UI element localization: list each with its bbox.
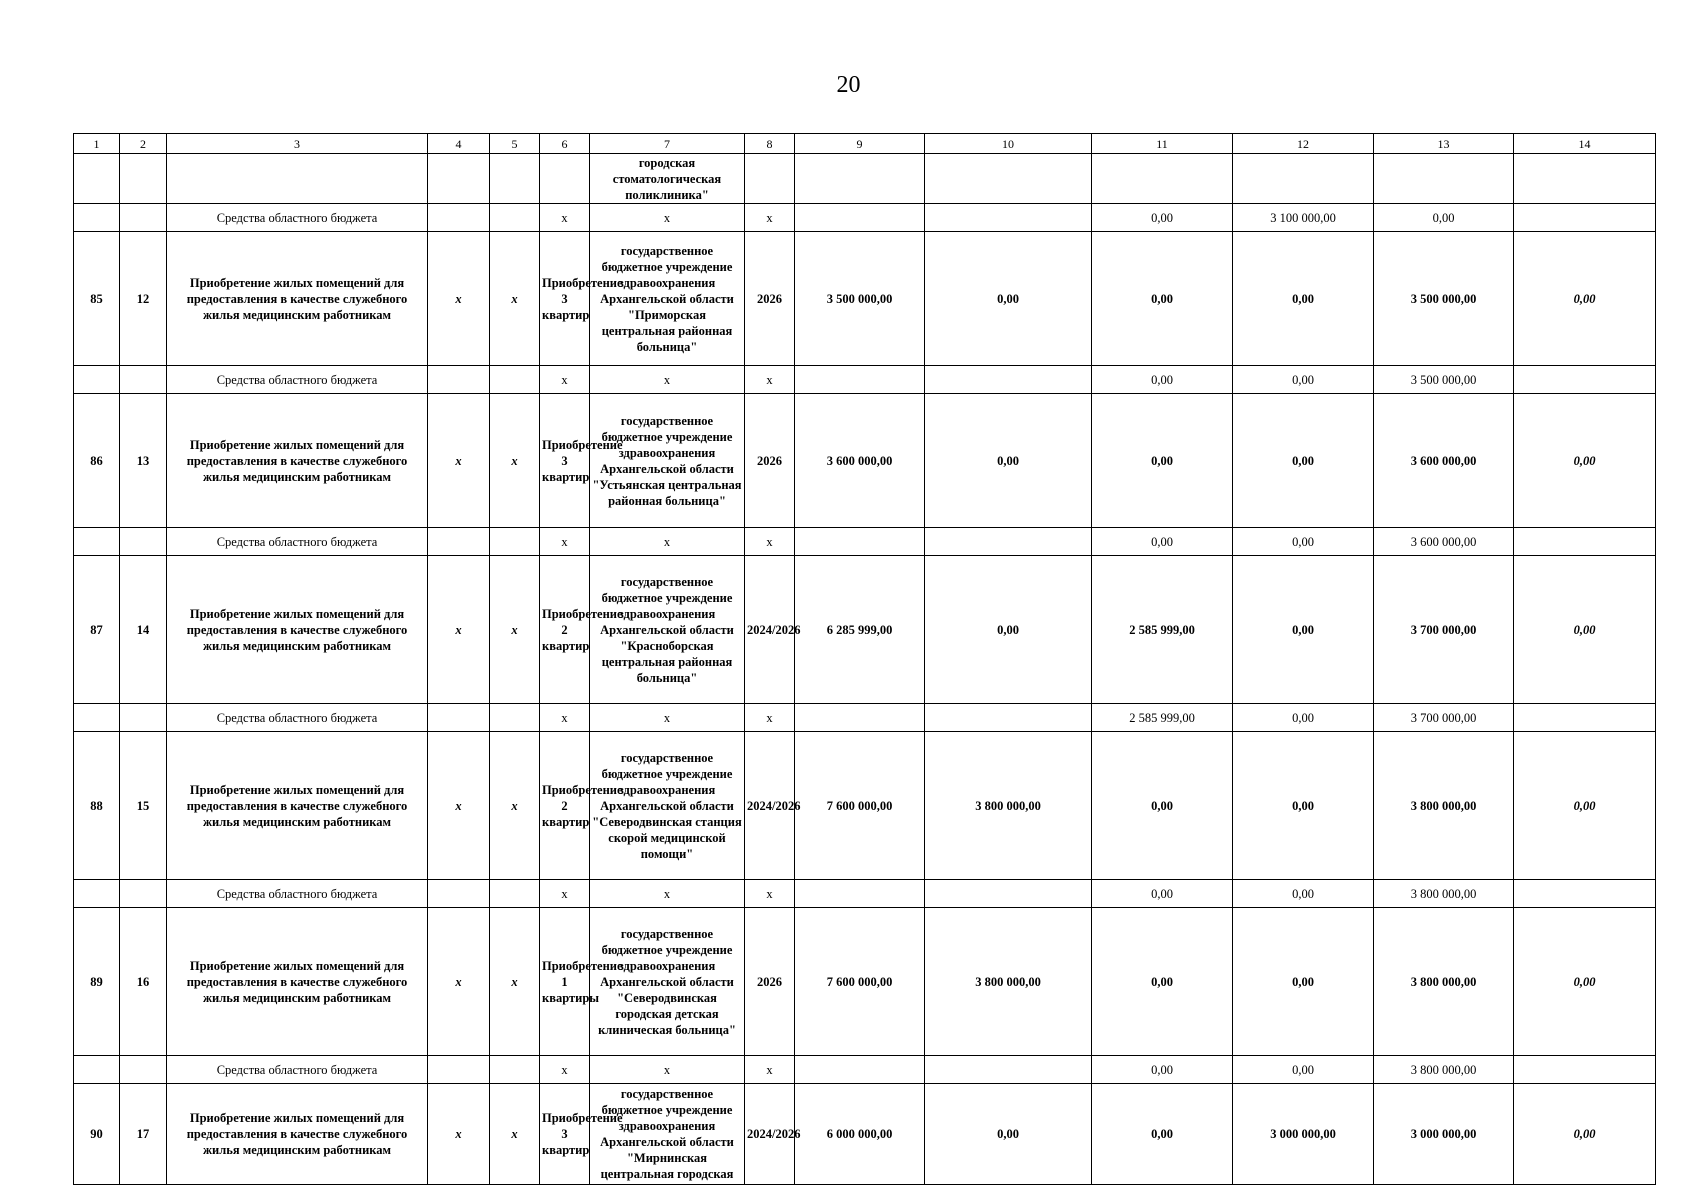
- x-mark: х: [428, 1084, 490, 1185]
- capacity-cell: Приобретение 1 квартиры: [540, 908, 590, 1056]
- x-mark: х: [540, 204, 590, 232]
- period-cell: 2026: [745, 908, 795, 1056]
- project-row: [74, 394, 1656, 528]
- amount-cell: 3 000 000,00: [1233, 1084, 1374, 1185]
- amount-cell: 3 600 000,00: [1374, 394, 1514, 528]
- amount-cell: 3 800 000,00: [925, 908, 1092, 1056]
- amount-cell: 2 585 999,00: [1092, 556, 1233, 704]
- amount-cell: 0,00: [1233, 908, 1374, 1056]
- amount-cell: 3 800 000,00: [925, 732, 1092, 880]
- column-number: 14: [1514, 134, 1656, 154]
- organization-cell: государственное бюджетное учреждение здравоохранения Архангельской области "Устьянская центральная районная больница": [590, 394, 745, 528]
- capacity-cell: Приобретение 3 квартир: [540, 1084, 590, 1185]
- amount-cell: 0,00: [1233, 732, 1374, 880]
- amount-cell: 0,00: [1233, 880, 1374, 908]
- amount-cell: 0,00: [1092, 1084, 1233, 1185]
- x-mark: х: [540, 1056, 590, 1084]
- fund-row: [74, 1056, 1656, 1084]
- fund-label: Средства областного бюджета: [167, 204, 428, 232]
- fund-label: Средства областного бюджета: [167, 880, 428, 908]
- amount-cell: 0,00: [1092, 880, 1233, 908]
- fund-label: Средства областного бюджета: [167, 366, 428, 394]
- amount-cell: 3 800 000,00: [1374, 880, 1514, 908]
- column-number: 4: [428, 134, 490, 154]
- project-row: [74, 556, 1656, 704]
- capacity-cell: Приобретение 3 квартир: [540, 394, 590, 528]
- amount-cell: 3 800 000,00: [1374, 732, 1514, 880]
- page-number: 20: [836, 72, 861, 98]
- row-number: 86: [74, 394, 120, 528]
- x-mark: х: [540, 528, 590, 556]
- amount-cell: 0,00: [1514, 1084, 1656, 1185]
- x-mark: х: [590, 704, 745, 732]
- x-mark: х: [428, 232, 490, 366]
- amount-cell: 3 100 000,00: [1233, 204, 1374, 232]
- x-mark: х: [490, 732, 540, 880]
- amount-cell: 0,00: [1092, 394, 1233, 528]
- column-number: 1: [74, 134, 120, 154]
- row-subnumber: 17: [120, 1084, 167, 1185]
- x-mark: х: [590, 204, 745, 232]
- fund-row: [74, 880, 1656, 908]
- period-cell: 2024/2026: [745, 556, 795, 704]
- x-mark: х: [428, 732, 490, 880]
- row-subnumber: 12: [120, 232, 167, 366]
- amount-cell: 0,00: [925, 232, 1092, 366]
- amount-cell: 0,00: [1514, 232, 1656, 366]
- fund-row: [74, 204, 1656, 232]
- amount-cell: 0,00: [1514, 908, 1656, 1056]
- project-name: Приобретение жилых помещений для предоставления в качестве служебного жилья медицинским работникам: [167, 1084, 428, 1185]
- x-mark: х: [590, 880, 745, 908]
- amount-cell: 0,00: [1233, 232, 1374, 366]
- x-mark: х: [590, 528, 745, 556]
- column-number: 7: [590, 134, 745, 154]
- row-number: 85: [74, 232, 120, 366]
- column-number: 10: [925, 134, 1092, 154]
- x-mark: х: [745, 204, 795, 232]
- column-number: 6: [540, 134, 590, 154]
- amount-cell: 0,00: [1233, 366, 1374, 394]
- project-row: [74, 908, 1656, 1056]
- fund-label: Средства областного бюджета: [167, 1056, 428, 1084]
- fund-row: [74, 528, 1656, 556]
- budget-table: [73, 133, 1656, 1185]
- project-row: [74, 1084, 1656, 1185]
- row-subnumber: 15: [120, 732, 167, 880]
- amount-cell: 0,00: [1233, 1056, 1374, 1084]
- x-mark: х: [590, 1056, 745, 1084]
- amount-cell: 3 000 000,00: [1374, 1084, 1514, 1185]
- amount-cell: 0,00: [1092, 204, 1233, 232]
- period-cell: 2024/2026: [745, 1084, 795, 1185]
- amount-cell: 3 700 000,00: [1374, 556, 1514, 704]
- project-name: Приобретение жилых помещений для предоставления в качестве служебного жилья медицинским работникам: [167, 394, 428, 528]
- amount-cell: 3 800 000,00: [1374, 1056, 1514, 1084]
- capacity-cell: Приобретение 2 квартир: [540, 556, 590, 704]
- column-number: 8: [745, 134, 795, 154]
- organization-cell: государственное бюджетное учреждение здравоохранения Архангельской области "Красноборская центральная районная больница": [590, 556, 745, 704]
- project-name: Приобретение жилых помещений для предоставления в качестве служебного жилья медицинским работникам: [167, 908, 428, 1056]
- x-mark: х: [490, 908, 540, 1056]
- amount-cell: 0,00: [1092, 908, 1233, 1056]
- amount-cell: 0,00: [925, 1084, 1092, 1185]
- row-subnumber: 14: [120, 556, 167, 704]
- x-mark: х: [745, 704, 795, 732]
- amount-cell: 0,00: [1514, 732, 1656, 880]
- organization-cell: государственное бюджетное учреждение здравоохранения Архангельской области "Приморская центральная районная больница": [590, 232, 745, 366]
- amount-cell: 6 000 000,00: [795, 1084, 925, 1185]
- x-mark: х: [490, 394, 540, 528]
- fund-label: Средства областного бюджета: [167, 528, 428, 556]
- continuation-row: [74, 154, 1656, 204]
- row-number: 88: [74, 732, 120, 880]
- amount-cell: 0,00: [1092, 366, 1233, 394]
- x-mark: х: [428, 394, 490, 528]
- amount-cell: 0,00: [1233, 556, 1374, 704]
- amount-cell: 0,00: [1092, 528, 1233, 556]
- amount-cell: 0,00: [1374, 204, 1514, 232]
- x-mark: х: [490, 232, 540, 366]
- x-mark: х: [428, 556, 490, 704]
- fund-label: Средства областного бюджета: [167, 704, 428, 732]
- amount-cell: 0,00: [1092, 1056, 1233, 1084]
- column-number-row: [74, 134, 1656, 154]
- x-mark: х: [745, 528, 795, 556]
- amount-cell: 0,00: [1092, 232, 1233, 366]
- organization-cell: государственное бюджетное учреждение здравоохранения Архангельской области "Мирнинская центральная городская: [590, 1084, 745, 1185]
- amount-cell: 0,00: [1514, 556, 1656, 704]
- project-name: Приобретение жилых помещений для предоставления в качестве служебного жилья медицинским работникам: [167, 232, 428, 366]
- organization-cell: государственное бюджетное учреждение здравоохранения Архангельской области "Северодвинская станция скорой медицинской помощи": [590, 732, 745, 880]
- x-mark: х: [540, 366, 590, 394]
- amount-cell: 0,00: [1233, 528, 1374, 556]
- column-number: 5: [490, 134, 540, 154]
- x-mark: х: [540, 704, 590, 732]
- period-cell: 2026: [745, 394, 795, 528]
- amount-cell: 6 285 999,00: [795, 556, 925, 704]
- amount-cell: 3 600 000,00: [1374, 528, 1514, 556]
- amount-cell: 3 500 000,00: [795, 232, 925, 366]
- x-mark: х: [745, 366, 795, 394]
- row-number: 90: [74, 1084, 120, 1185]
- column-number: 11: [1092, 134, 1233, 154]
- x-mark: х: [540, 880, 590, 908]
- amount-cell: 7 600 000,00: [795, 908, 925, 1056]
- period-cell: 2024/2026: [745, 732, 795, 880]
- project-name: Приобретение жилых помещений для предоставления в качестве служебного жилья медицинским работникам: [167, 556, 428, 704]
- column-number: 13: [1374, 134, 1514, 154]
- row-number: 87: [74, 556, 120, 704]
- amount-cell: 0,00: [1092, 732, 1233, 880]
- row-number: 89: [74, 908, 120, 1056]
- x-mark: х: [490, 1084, 540, 1185]
- amount-cell: 0,00: [1233, 704, 1374, 732]
- capacity-cell: Приобретение 3 квартир: [540, 232, 590, 366]
- column-number: 3: [167, 134, 428, 154]
- x-mark: х: [745, 1056, 795, 1084]
- column-number: 2: [120, 134, 167, 154]
- row-subnumber: 16: [120, 908, 167, 1056]
- amount-cell: 3 800 000,00: [1374, 908, 1514, 1056]
- fund-row: [74, 366, 1656, 394]
- capacity-cell: Приобретение 2 квартир: [540, 732, 590, 880]
- column-number: 12: [1233, 134, 1374, 154]
- amount-cell: 0,00: [925, 556, 1092, 704]
- amount-cell: 7 600 000,00: [795, 732, 925, 880]
- amount-cell: 0,00: [1514, 394, 1656, 528]
- row-subnumber: 13: [120, 394, 167, 528]
- project-row: [74, 232, 1656, 366]
- amount-cell: 3 700 000,00: [1374, 704, 1514, 732]
- organization-cell: государственное бюджетное учреждение здравоохранения Архангельской области "Северодвинская городская детская клиническая больница": [590, 908, 745, 1056]
- project-row: [74, 732, 1656, 880]
- amount-cell: 3 500 000,00: [1374, 232, 1514, 366]
- x-mark: х: [745, 880, 795, 908]
- amount-cell: 2 585 999,00: [1092, 704, 1233, 732]
- amount-cell: 3 500 000,00: [1374, 366, 1514, 394]
- period-cell: 2026: [745, 232, 795, 366]
- fund-row: [74, 704, 1656, 732]
- x-mark: х: [590, 366, 745, 394]
- x-mark: х: [490, 556, 540, 704]
- amount-cell: 0,00: [925, 394, 1092, 528]
- amount-cell: 3 600 000,00: [795, 394, 925, 528]
- x-mark: х: [428, 908, 490, 1056]
- project-name: Приобретение жилых помещений для предоставления в качестве служебного жилья медицинским работникам: [167, 732, 428, 880]
- column-number: 9: [795, 134, 925, 154]
- organization-cell: городская стоматологическая поликлиника": [590, 154, 745, 204]
- amount-cell: 0,00: [1233, 394, 1374, 528]
